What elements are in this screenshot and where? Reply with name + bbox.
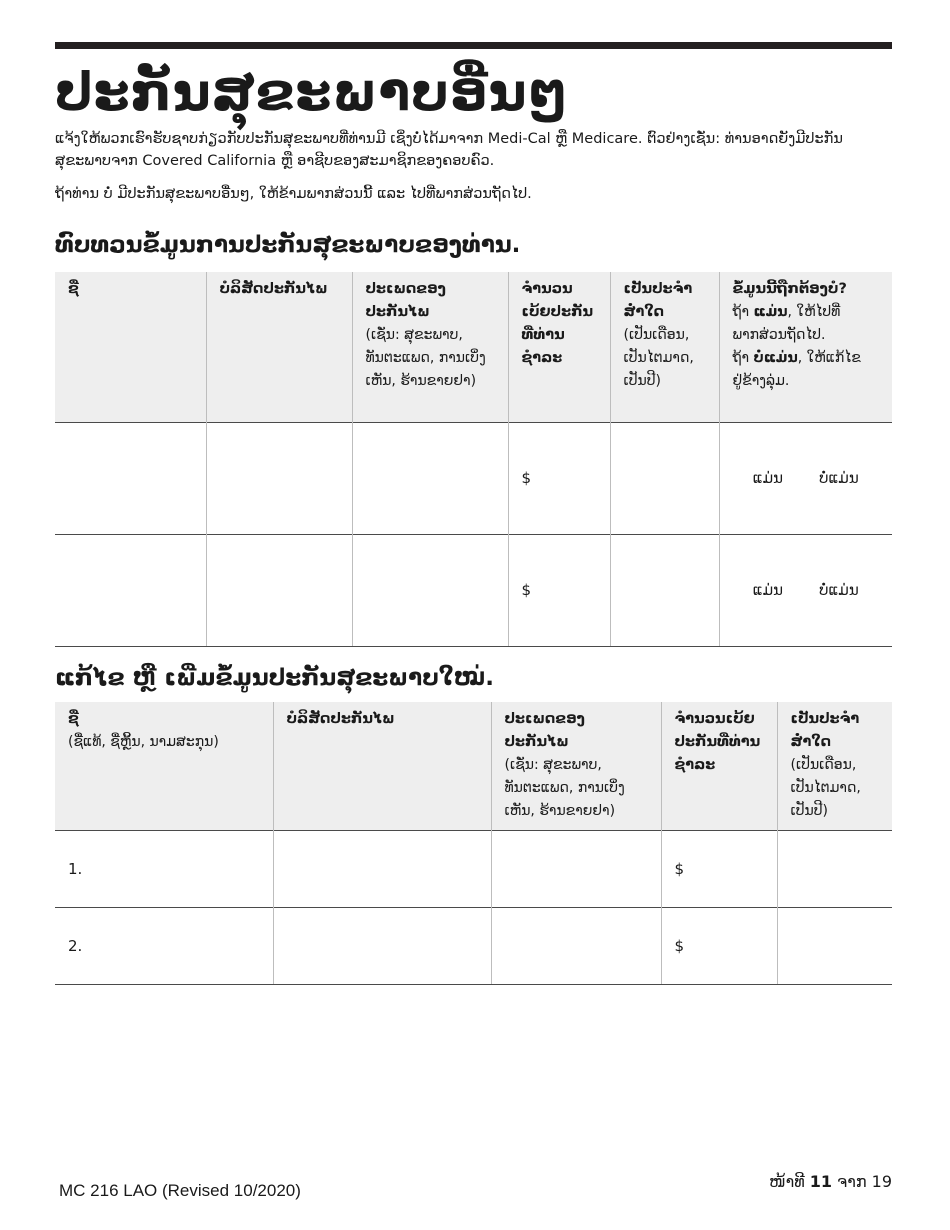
frequency-cell[interactable]	[777, 907, 892, 984]
correct-cell	[719, 534, 892, 646]
of-word: ຈາກ	[837, 1172, 867, 1191]
table-row	[55, 422, 892, 534]
currency-symbol: $	[521, 469, 532, 487]
type-cell[interactable]	[491, 907, 661, 984]
company-cell[interactable]	[273, 830, 491, 907]
update-heading: ແກ້ໄຂ ຫຼື ເພີ່ມຂໍ້ມູນປະກັນສຸຂະພາບໃໝ່.	[55, 665, 494, 691]
col-name: ຊື່ (ຊື່ແທ້, ຊື່ຫຼິ້ນ, ນາມສະກຸນ)	[55, 702, 273, 830]
intro-text: ແຈ້ງໃຫ້ພວກເຮົາຮັບຊາບກ່ຽວກັບປະກັນສຸຂະພາບທີ່ທ່ານມີ ເຊິ່ງບໍ່ໄດ້ມາຈາກ Medi-Cal ຫຼື Medicare. ຕົວຢ່າງເຊັ່ນ: ທ່ານອາດຍັງມີປະກັນສຸຂະພາບຈາກ Covered California ຫຼື ອາຊີບຂອງສະມາຊິກຂອງຄອບຄົວ.	[55, 131, 843, 169]
table-row	[55, 907, 892, 984]
type-cell[interactable]	[491, 830, 661, 907]
type-cell[interactable]	[352, 422, 508, 534]
review-heading: ທົບທວນຂໍ້ມູນການປະກັນສຸຂະພາບຂອງທ່ານ.	[55, 232, 521, 258]
page-total: 19	[871, 1172, 892, 1191]
table-row	[55, 534, 892, 646]
skip-note: ຖ້າທ່ານ ບໍ່ ມີປະກັນສຸຂະພາບອື່ນໆ, ໃຫ້ຂ້າມພາກສ່ວນນີ້ ແລະ ໄປທີ່ພາກສ່ວນຖັດໄປ.	[55, 186, 532, 202]
amount-cell[interactable]	[508, 422, 610, 534]
company-cell[interactable]	[206, 534, 352, 646]
frequency-cell[interactable]	[610, 422, 719, 534]
col-frequency: ເປັນປະຈຳສໍ່າໃດ (ເປັນເດືອນ, ເປັນໄຕມາດ, ເປັນປີ)	[777, 702, 892, 830]
currency-symbol: $	[674, 936, 685, 955]
name-cell[interactable]	[55, 830, 273, 907]
col-frequency: ເປັນປະຈຳສໍ່າໃດ (ເປັນເດືອນ, ເປັນໄຕມາດ, ເປັນປີ)	[610, 272, 719, 422]
col-name: ຊື່	[55, 272, 206, 422]
update-header-row	[55, 702, 892, 830]
page-title: ປະກັນສຸຂະພາບອື່ນໆ	[55, 63, 568, 123]
no-option[interactable]: ບໍ່ແມ່ນ	[819, 581, 859, 599]
no-option[interactable]: ບໍ່ແມ່ນ	[819, 469, 859, 487]
frequency-cell[interactable]	[610, 534, 719, 646]
col-amount: ຈຳນວນເບ້ຍປະກັນທີ່ທ່ານຊຳລະ	[508, 272, 610, 422]
correct-cell	[719, 422, 892, 534]
form-id: MC 216 LAO (Revised 10/2020)	[59, 1181, 301, 1200]
table-row	[55, 830, 892, 907]
name-cell[interactable]	[55, 907, 273, 984]
page-number: 11	[809, 1172, 833, 1191]
col-type: ປະເພດຂອງປະກັນໄພ (ເຊັ່ນ: ສຸຂະພາບ, ທັນຕະແພດ, ການເບິ່ງເຫັນ, ຮ້ານຂາຍຢາ)	[352, 272, 508, 422]
col-amount: ຈຳນວນເບ້ຍປະກັນທີ່ທ່ານຊຳລະ	[661, 702, 777, 830]
company-cell[interactable]	[206, 422, 352, 534]
currency-symbol: $	[521, 581, 532, 599]
name-cell[interactable]	[55, 422, 206, 534]
col-company: ບໍລິສັດປະກັນໄພ	[206, 272, 352, 422]
col-company: ບໍລິສັດປະກັນໄພ	[273, 702, 491, 830]
row-number: 1.	[68, 859, 83, 878]
yes-option[interactable]: ແມ່ນ	[752, 581, 784, 599]
type-cell[interactable]	[352, 534, 508, 646]
col-type: ປະເພດຂອງປະກັນໄພ (ເຊັ່ນ: ສຸຂະພາບ, ທັນຕະແພດ, ການເບິ່ງເຫັນ, ຮ້ານຂາຍຢາ)	[491, 702, 661, 830]
page-word: ໜ້າທີ	[769, 1172, 805, 1191]
frequency-cell[interactable]	[777, 830, 892, 907]
yes-option[interactable]: ແມ່ນ	[752, 469, 784, 487]
page-indicator	[769, 1172, 892, 1191]
name-cell[interactable]	[55, 534, 206, 646]
company-cell[interactable]	[273, 907, 491, 984]
review-table	[55, 272, 892, 647]
currency-symbol: $	[674, 859, 685, 878]
update-table	[55, 702, 892, 985]
amount-cell[interactable]	[661, 830, 777, 907]
top-rule	[55, 42, 892, 49]
col-correct: ຂໍ້ມູນນີ້ຖືກຕ້ອງບໍ? ຖ້າ ແມ່ນ, ໃຫ້ໄປທີ່ພາກສ່ວນຖັດໄປ. ຖ້າ ບໍ່ແມ່ນ, ໃຫ້ແກ້ໄຂຢູ່ຂ້າງລຸ່ມ.	[719, 272, 892, 422]
amount-cell[interactable]	[508, 534, 610, 646]
row-number: 2.	[68, 936, 83, 955]
review-header-row	[55, 272, 892, 422]
amount-cell[interactable]	[661, 907, 777, 984]
